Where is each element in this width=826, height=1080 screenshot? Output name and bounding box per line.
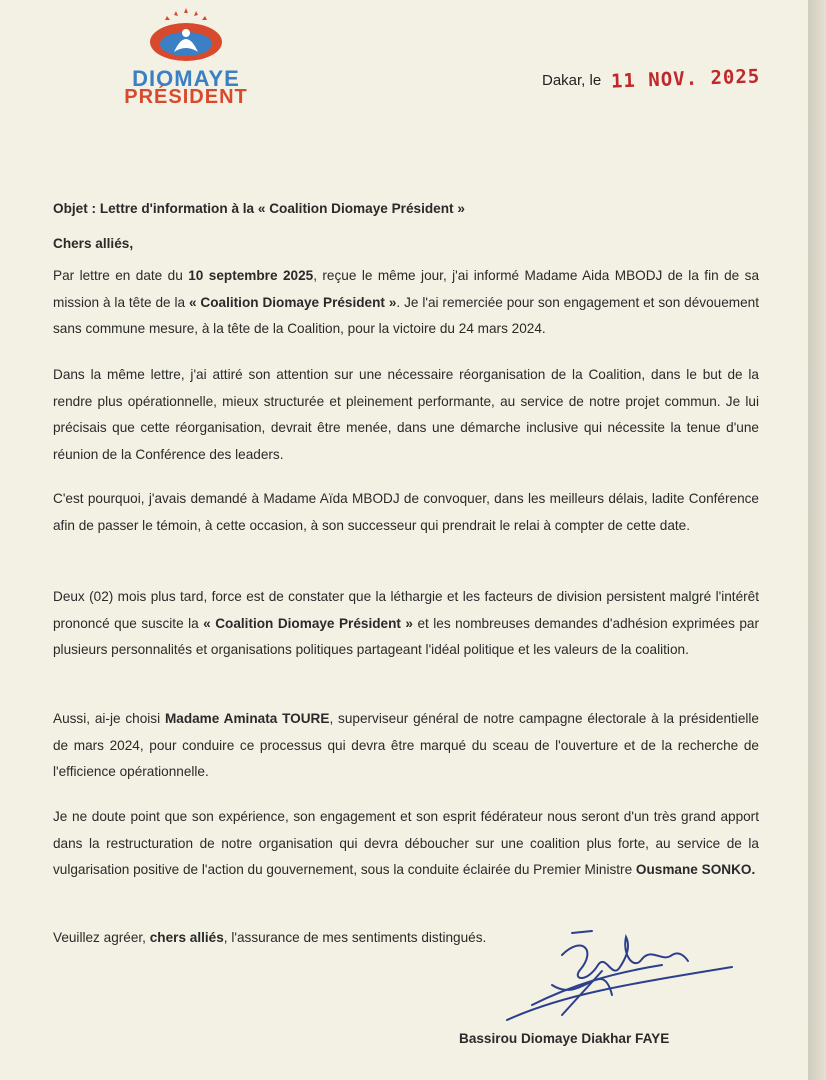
p6-name: Ousmane SONKO. <box>635 862 756 877</box>
closing-text: , l'assurance de mes sentiments distingués. <box>223 930 487 945</box>
p4-text: Deux (02) mois plus tard, force est de constater que la léthargie et les facteurs de division persistent malgré l'intérêt prononcé que suscite la <box>53 589 759 631</box>
p1-text: , reçue le même jour, j'ai informé Madame Aida MBODJ de la fin de sa mission à la tête de la <box>53 268 759 310</box>
paragraph-1 <box>53 263 759 343</box>
p1-text: Par lettre en date du <box>53 268 189 283</box>
paragraph-3: C'est pourquoi, j'avais demandé à Madame Aïda MBODJ de convoquer, dans les meilleurs délais, ladite Conférence afin de passer le témoin, à cette occasion, à son successeur qui prendrait le relai à compter de cette date. <box>53 491 759 533</box>
paragraph-6 <box>53 804 759 884</box>
signatory-name: Bassirou Diomaye Diakhar FAYE <box>459 1031 670 1046</box>
p1-text: . Je l'ai remerciée pour son engagement et son dévouement sans commune mesure, à la tête de la Coalition, pour la victoire du 24 mars 2024. <box>53 294 759 336</box>
logo-text-diomaye: DIOMAYE <box>132 66 240 91</box>
closing-allies: chers alliés <box>149 930 224 945</box>
letter-subject: Objet : Lettre d'information à la « Coalition Diomaye Président » <box>53 201 465 216</box>
coalition-logo <box>100 6 272 106</box>
p1-date: 10 septembre 2025 <box>188 268 314 283</box>
signature-icon <box>502 925 742 1025</box>
closing-text: Veuillez agréer, <box>53 930 150 945</box>
p5-text: , superviseur général de notre campagne électorale à la présidentielle de mars 2024, pour conduire ce processus qui devra être marqué du sceau de l'ouverture et de la recherche de l'efficience opérationnelle. <box>53 711 759 779</box>
page-edge <box>808 0 826 1080</box>
p5-name: Madame Aminata TOURE <box>164 711 330 726</box>
logo-text-president: PRÉSIDENT <box>124 86 248 108</box>
dateline-prefix: Dakar, le <box>542 72 602 89</box>
p4-coalition: « Coalition Diomaye Président » <box>203 615 413 631</box>
p4-text: et les nombreuses demandes d'adhésion exprimées par plusieurs personnalités et organisations politiques partageant l'idéal politique et les valeurs de la coalition. <box>53 615 759 657</box>
dateline <box>542 65 761 93</box>
paragraph-5 <box>53 706 759 786</box>
paragraph-4 <box>53 584 759 664</box>
p5-text: Aussi, ai-je choisi <box>53 711 165 726</box>
logo-emblem-icon <box>146 6 226 64</box>
salutation: Chers alliés, <box>53 236 134 251</box>
paragraph-2: Dans la même lettre, j'ai attiré son attention sur une nécessaire réorganisation de la Coalition, dans le but de la rendre plus opérationnelle, mieux structurée et pleinement performante, au service de notre projet commun. Je lui précisais que cette réorganisation, devrait être menée, dans une démarche inclusive qui nécessite la tenue d'une réunion de la Conférence des leaders. <box>53 367 759 462</box>
p1-coalition: « Coalition Diomaye Président » <box>188 294 397 310</box>
date-stamp: 11 NOV. 2025 <box>611 65 761 93</box>
p6-text: Je ne doute point que son expérience, son engagement et son esprit fédérateur nous seront d'un très grand apport dans la restructuration de notre organisation qui devra déboucher sur une coalition plus forte, au service de la vulgarisation positive de l'action du gouvernement, sous la conduite éclairée du Premier Ministre <box>53 809 759 877</box>
